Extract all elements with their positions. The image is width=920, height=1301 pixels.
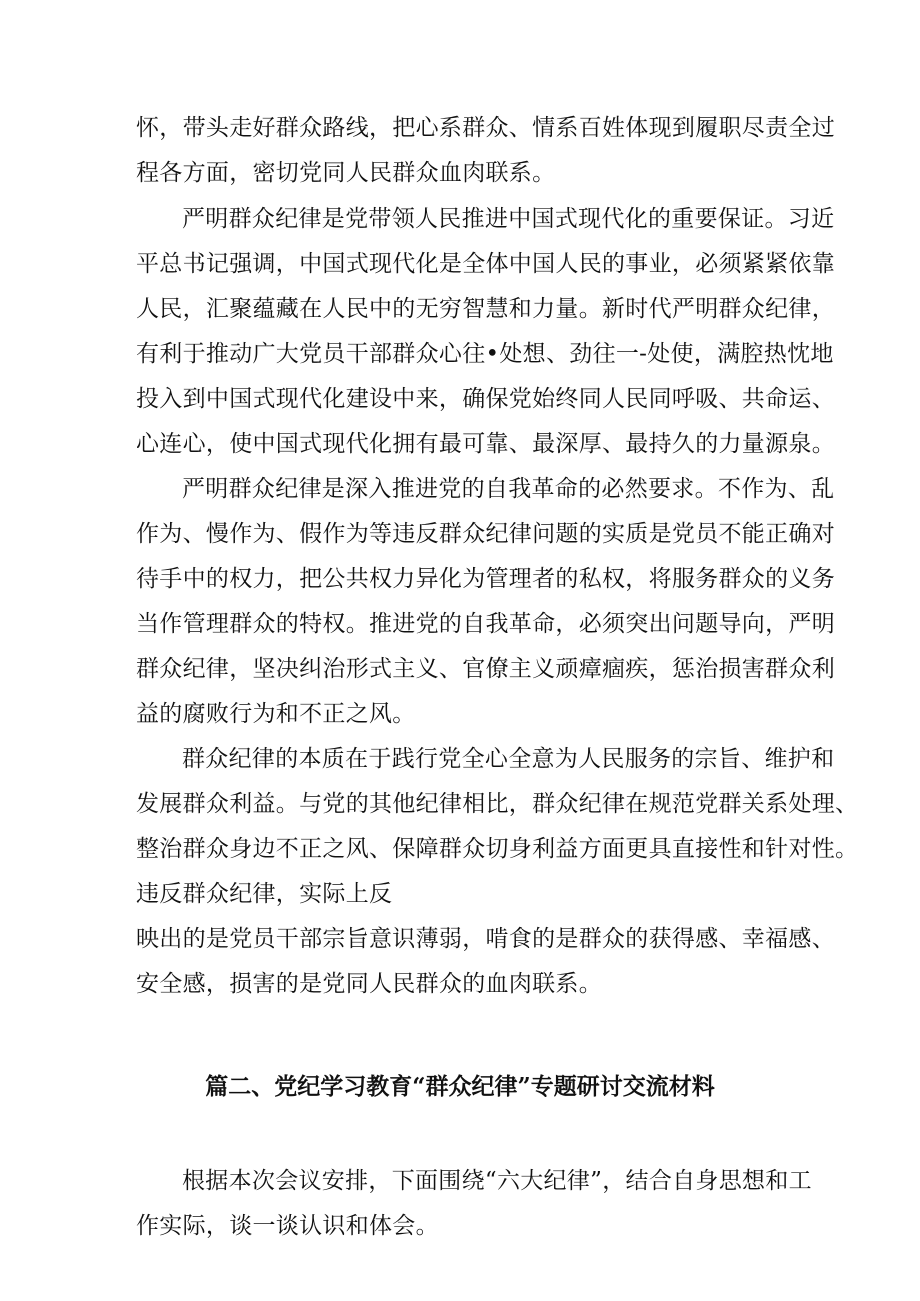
paragraph-4-line-2: 发展群众利益。与党的其他纪律相比，群众纪律在规范党群关系处理、	[136, 791, 859, 817]
paragraph-2-line-6: 心连心，使中国式现代化拥有最可靠、最深厚、最持久的力量源泉。	[136, 431, 835, 457]
paragraph-3-line-4: 当作管理群众的特权。推进党的自我革命，必须突出问题导向，严明	[136, 611, 835, 637]
paragraph-2-line-2: 平总书记强调，中国式现代化是全体中国人民的事业，必须紧紧依靠	[136, 251, 835, 277]
paragraph-4-line-5: 映出的是党员干部宗旨意识薄弱，啃食的是群众的获得感、幸福感、	[136, 926, 835, 952]
paragraph-3-line-6: 益的腐败行为和不正之风。	[136, 701, 416, 727]
paragraph-2-line-5: 投入到中国式现代化建设中来，确保党始终同人民同呼吸、共命运、	[136, 386, 835, 412]
paragraph-4-line-4: 违反群众纪律，实际上反	[136, 881, 393, 907]
paragraph-4-line-6: 安全感，损害的是党同人民群众的血肉联系。	[136, 971, 602, 997]
paragraph-3-line-3: 待手中的权力，把公共权力异化为管理者的私权，将服务群众的义务	[136, 566, 835, 592]
section-heading: 篇二、党纪学习教育“群众纪律”专题研讨交流材料	[205, 1073, 715, 1100]
closing-paragraph-line-2: 作实际，谈一谈认识和体会。	[136, 1213, 439, 1239]
paragraph-2-line-1: 严明群众纪律是党带领人民推进中国式现代化的重要保证。习近	[182, 206, 835, 232]
paragraph-1-line-1: 怀，带头走好群众路线，把心系群众、情系百姓体现到履职尽责全过	[136, 115, 835, 141]
paragraph-2-line-4: 有利于推动广大党员干部群众心往•处想、劲往一-处使，满腔热忱地	[136, 341, 834, 367]
closing-paragraph-line-1: 根据本次会议安排，下面围绕“六大纪律”，结合自身思想和工	[182, 1168, 812, 1194]
paragraph-1-line-2: 程各方面，密切党同人民群众血肉联系。	[136, 160, 556, 186]
paragraph-3-line-5: 群众纪律，坚决纠治形式主义、官僚主义顽瘴痼疾，惩治损害群众利	[136, 656, 835, 682]
paragraph-3-line-1: 严明群众纪律是深入推进党的自我革命的必然要求。不作为、乱	[182, 476, 835, 502]
paragraph-4-line-3: 整治群众身边不正之风、保障群众切身利益方面更具直接性和针对性。	[136, 836, 859, 862]
paragraph-2-line-3: 人民，汇聚蕴藏在人民中的无穷智慧和力量。新时代严明群众纪律，	[136, 296, 835, 322]
paragraph-3-line-2: 作为、慢作为、假作为等违反群众纪律问题的实质是党员不能正确对	[136, 521, 835, 547]
paragraph-4-line-1: 群众纪律的本质在于践行党全心全意为人民服务的宗旨、维护和	[182, 746, 835, 772]
